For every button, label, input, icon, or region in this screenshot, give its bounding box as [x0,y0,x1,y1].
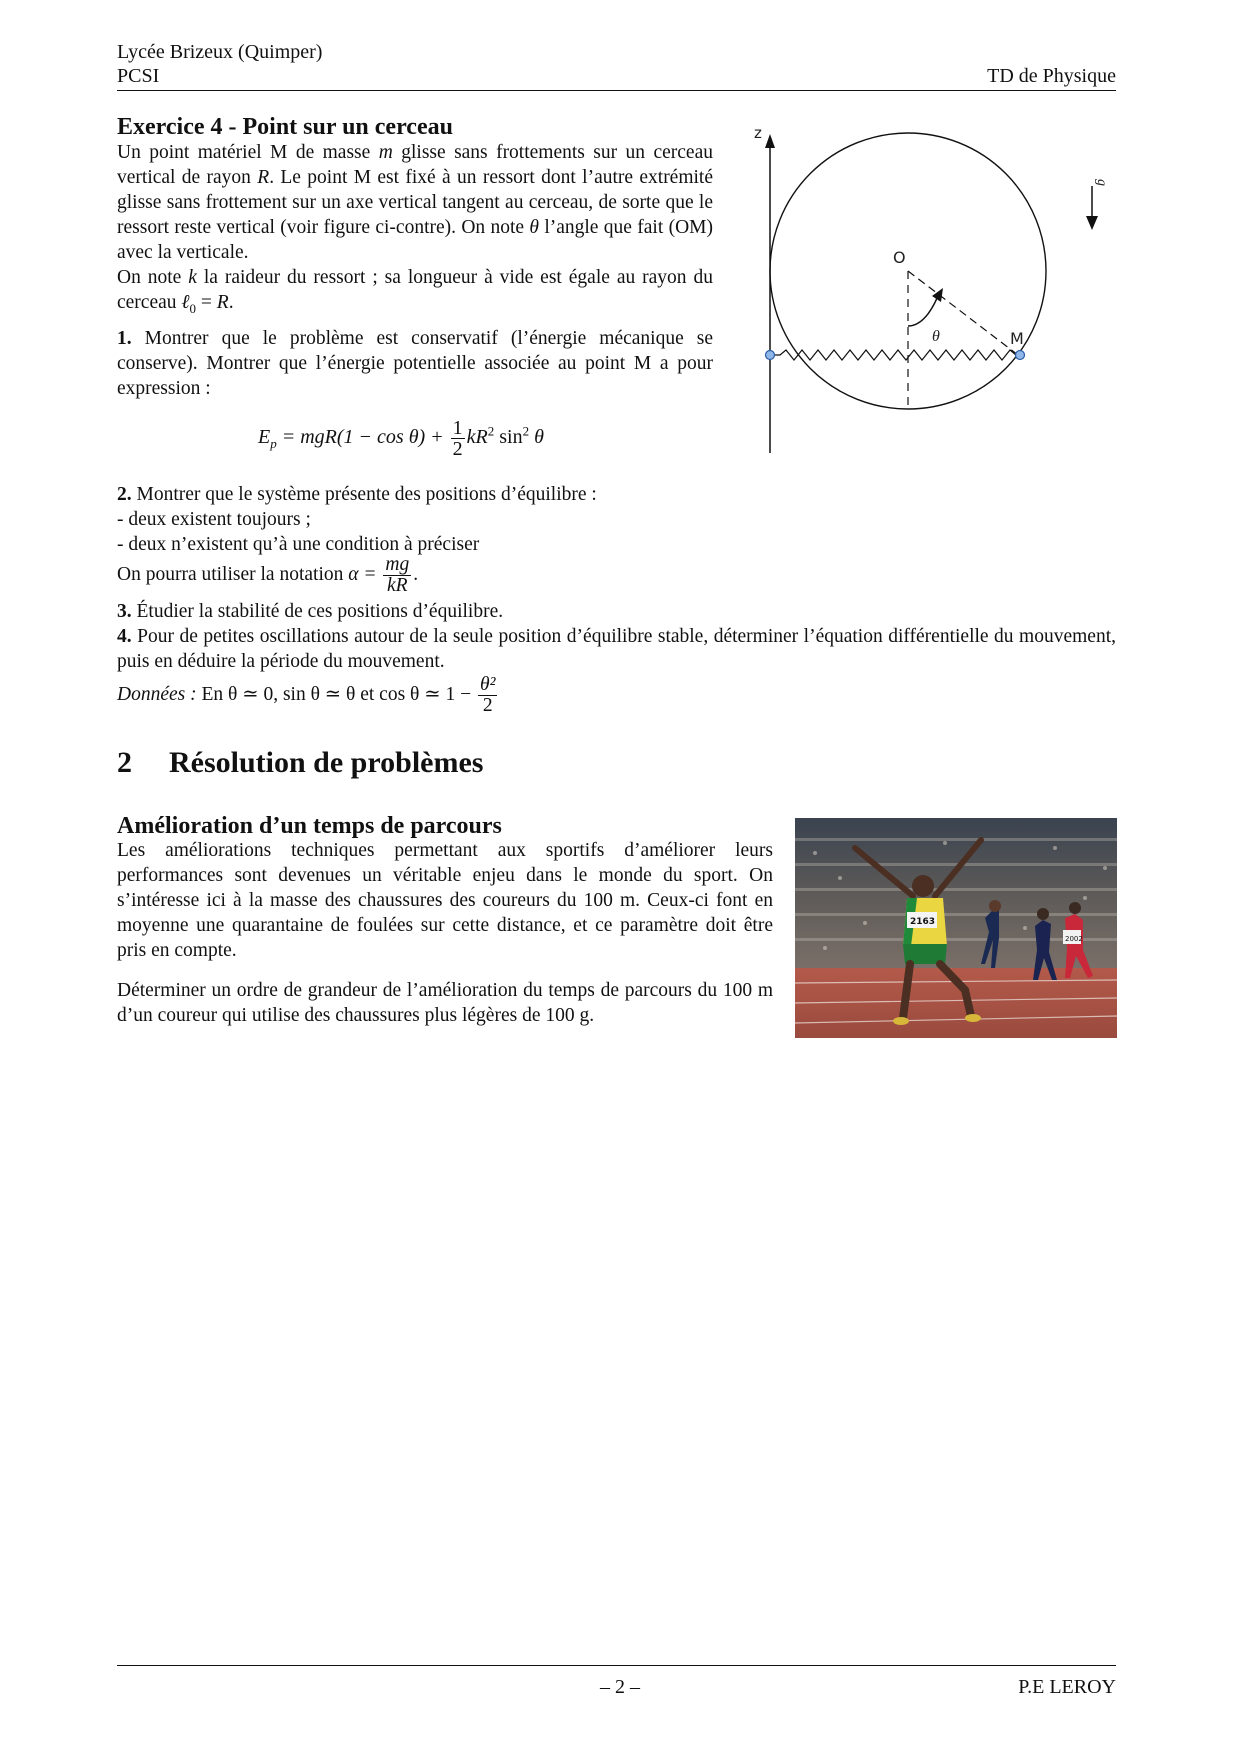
center-label: O [893,248,906,267]
bib-2163: 2163 [910,917,936,927]
header-subject: TD de Physique [987,65,1116,87]
section-2-paragraph-2: Déterminer un ordre de grandeur de l’amélioration du temps de parcours du 100 m d’un coureur qui utilise des chaussures plus légères de 100 g. [117,980,773,1026]
header-class: PCSI [117,65,160,87]
question-3: 3. Étudier la stabilité de ces positions d’équilibre. [117,601,504,622]
header-school: Lycée Brizeux (Quimper) [117,41,323,63]
om-dashed-line [908,271,1018,355]
question-4: 4. Pour de petites oscillations autour de la seule position d’équilibre stable, déterminer l’équation différentielle du mouvement, puis en déduire la période du mouvement. [117,626,1116,672]
section-2-paragraph-1: Les améliorations techniques permettant aux sportifs d’améliorer leurs performances sont devenues un véritable enjeu dans le monde du sport. On s’intéresse ici à la masse des chaussures des coureurs du 100 m. Ceux-ci font en moyenne une quarantaine de foulées sur cette distance, et ce paramètre doit être pris en compte. [117,840,773,961]
question-2-item-1: - deux existent toujours ; [117,509,311,530]
footer-rule [117,1665,1116,1666]
exercise-title: Exercice 4 - Point sur un cerceau [117,114,453,140]
sprinter-photo [795,818,1117,1038]
page-number: – 2 – [600,1676,640,1698]
section-2-title: 2 Résolution de problèmes [117,746,484,779]
header-rule [117,90,1116,91]
question-2: 2. Montrer que le système présente des positions d’équilibre : [117,484,597,505]
exercise-intro-2: On note k la raideur du ressort ; sa longueur à vide est égale au rayon du cerceau ℓ$_0$ = R. [117,267,713,316]
data-note: Données : En θ ≃ 0, sin θ ≃ θ et cos θ ≃ 1 − $\frac{\text{θ²}}{2}$ [117,674,496,716]
gravity-arrow [1086,216,1098,230]
exercise-intro: Un point matériel M de masse m glisse sans frottements sur un cerceau vertical de rayon R. Le point M est fixé à un ressort dont l’autre extrémité glisse sans frottement sur un axe vertical tangent au cerceau, de sorte que le ressort reste vertical (voir figure ci-contre). On note θ l’angle que fait (OM) avec la verticale. [117,142,713,263]
angle-label: θ [932,328,940,345]
gravity-label: g [1094,179,1109,186]
question-2-note: On pourra utiliser la notation α = $\frac{mg}{kR}$ . [117,554,419,596]
subsection-title: Amélioration d’un temps de parcours [117,813,502,839]
question-2-item-2: - deux n’existent qu’à une condition à préciser [117,534,480,555]
z-axis-label: z [754,124,762,142]
bib-2002: 2002 [1065,935,1083,943]
spring [772,350,1020,360]
point-m [1016,351,1025,360]
z-axis-arrow [765,134,775,148]
energy-formula: $E_p = mgR(1 - \cos \theta)$ + $\frac{1}{2}$ $kR^2$ $\sin^2 \theta$ [258,417,544,460]
spring-anchor [766,351,775,360]
footer-author: P.E LEROY [1018,1676,1116,1698]
point-m-label: M [1010,329,1024,348]
hoop-figure [740,118,1130,458]
question-1: 1. Montrer que le problème est conservatif (l’énergie mécanique se conserve). Montrer que l’énergie potentielle associée au point M a pour expression : [117,328,714,399]
angle-arc [908,296,938,326]
